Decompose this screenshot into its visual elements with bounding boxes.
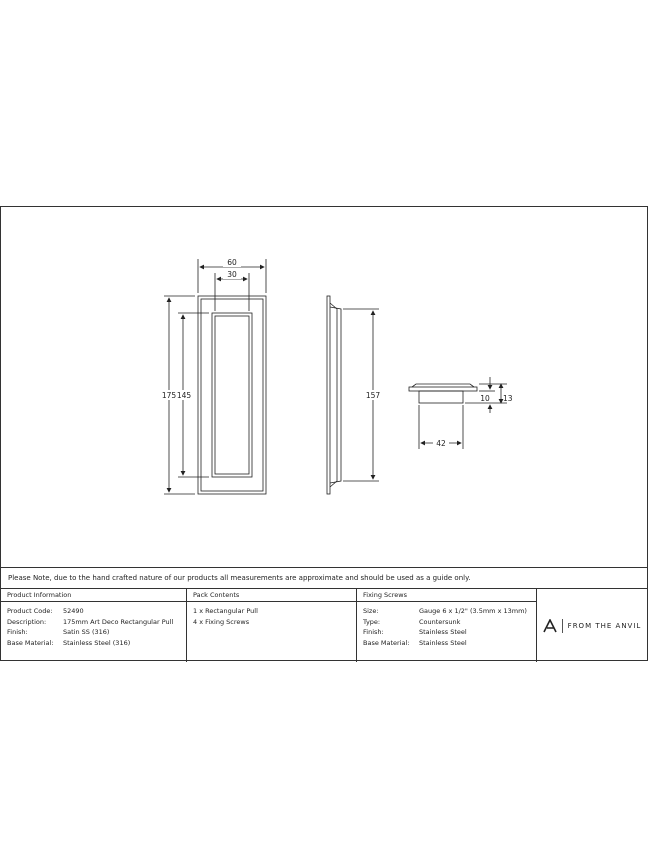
screw-info-row: Size: Gauge 6 x 1/2" (3.5mm x 13mm) [363, 607, 527, 615]
fixing-screws-panel [357, 589, 537, 662]
screw-info-row: Base Material: Stainless Steel [363, 638, 467, 647]
drawing-sheet [0, 206, 648, 661]
product-info-row: Finish: Satin SS (316) [7, 628, 110, 636]
dim-depth-body: 10 [480, 394, 490, 403]
dim-width-outer: 60 [227, 258, 237, 267]
product-information-panel [1, 589, 187, 662]
pack-item: 1 x Rectangular Pull [193, 607, 258, 615]
product-info-row: Description: 175mm Art Deco Rectangular Pull [7, 617, 174, 626]
brand-name: FROM THE ANVIL [567, 621, 642, 630]
pack-item: 4 x Fixing Screws [193, 617, 250, 626]
title-block [1, 588, 647, 662]
technical-drawing [1, 207, 649, 567]
dim-body-width: 42 [436, 439, 446, 448]
logo-divider [562, 619, 563, 633]
screw-info-row: Finish: Stainless Steel [363, 628, 467, 636]
dim-height-inner: 145 [176, 391, 192, 400]
product-information-heading: Product Information [1, 589, 186, 602]
screw-info-row: Type: Countersunk [363, 617, 461, 626]
front-view [161, 259, 266, 494]
end-view [409, 377, 507, 449]
fixing-screws-heading: Fixing Screws [357, 589, 536, 602]
measurement-note: Please Note, due to the hand crafted nature of our products all measurements are approximate and should be used as a guide only. [1, 567, 647, 588]
anvil-a-logo-icon [543, 619, 557, 633]
dim-side-height: 157 [365, 391, 381, 400]
dim-height-outer: 175 [161, 391, 177, 400]
pack-contents-panel [187, 589, 357, 662]
product-info-row: Base Material: Stainless Steel (316) [7, 638, 131, 647]
dim-depth-total: 13 [503, 394, 513, 403]
dim-width-inner: 30 [227, 270, 237, 279]
brand-logo [537, 589, 647, 662]
pack-contents-heading: Pack Contents [187, 589, 356, 602]
product-info-row: Product Code: 52490 [7, 607, 84, 615]
